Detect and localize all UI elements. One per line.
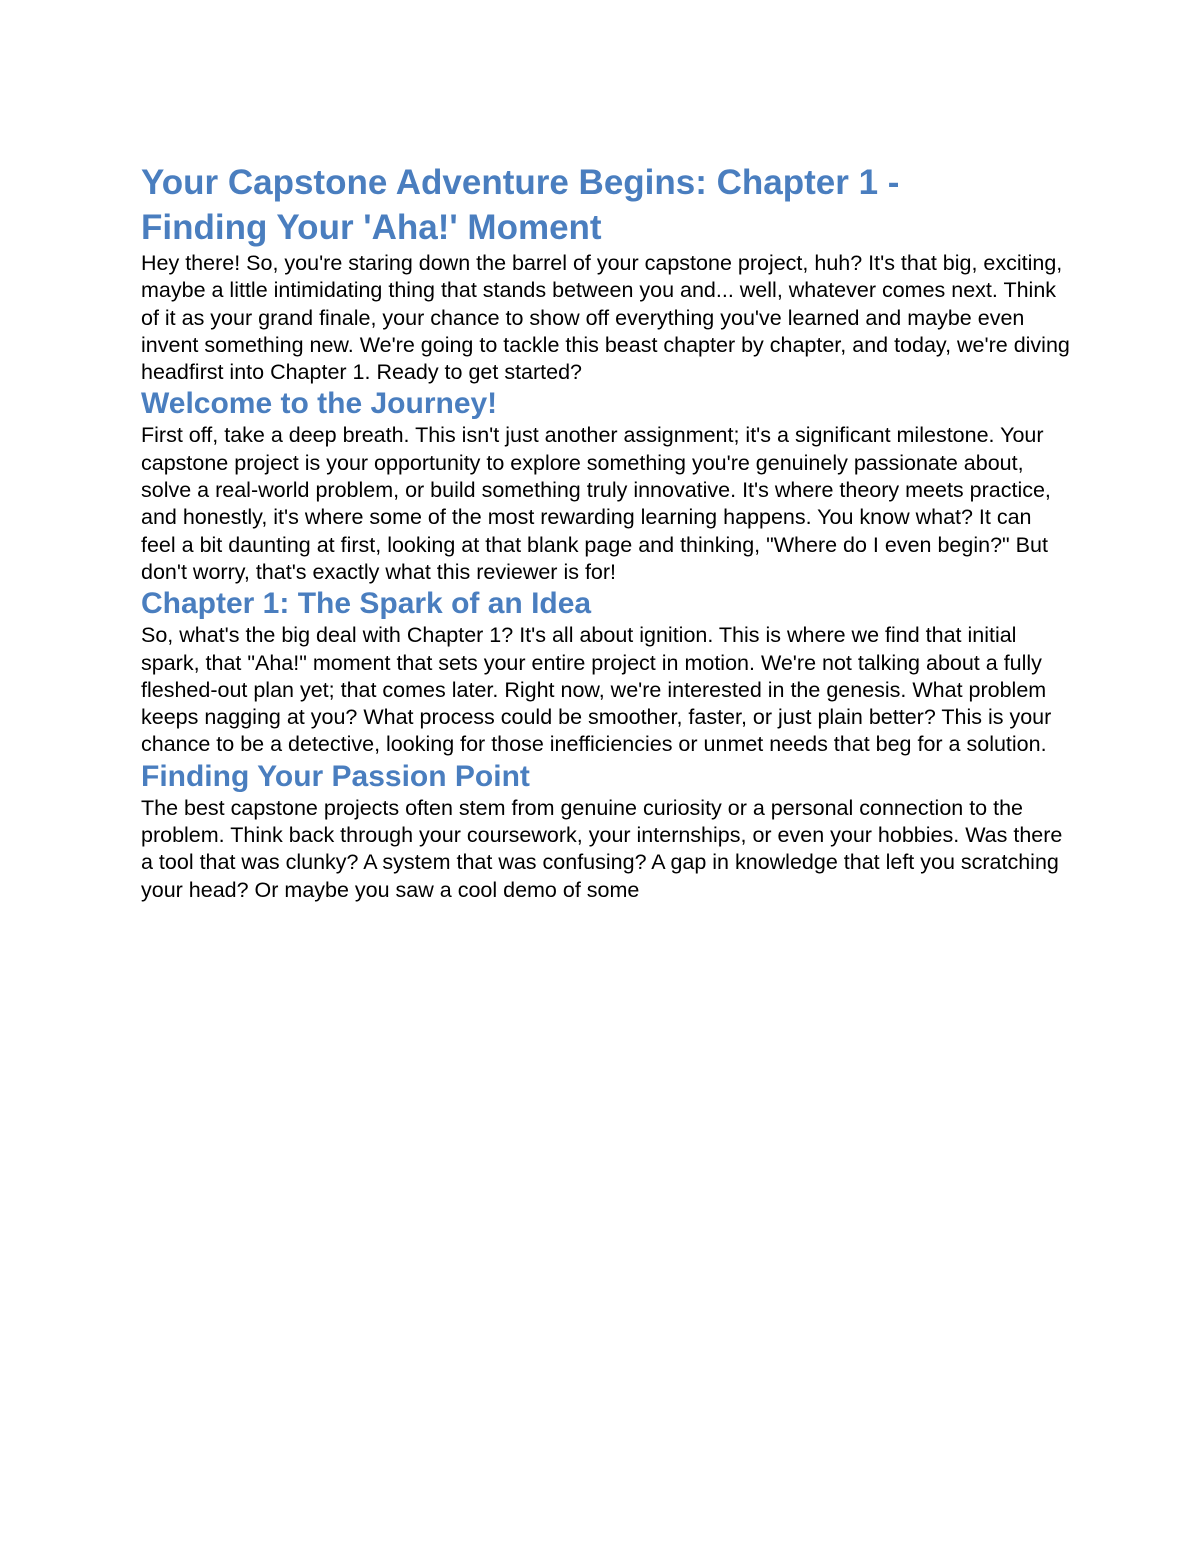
document-page (141, 160, 1071, 904)
intro-paragraph: Hey there! So, you're staring down the barrel of your capstone project, huh? It's that big, exciting, maybe a little intimidating thing that stands between you and... well, whatever comes next. Think of it as your grand finale, your chance to show off everything you've learned and maybe even invent something new. We're going to tackle this beast chapter by chapter, and today, we're diving headfirst into Chapter 1. Ready to get started? (141, 251, 1070, 385)
section-body-chapter-1: So, what's the big deal with Chapter 1? It's all about ignition. This is where we find that initial spark, that "Aha!" moment that sets your entire project in motion. We're not talking about a fully fleshed-out plan yet; that comes later. Right now, we're interested in the genesis. What problem keeps nagging at you? What process could be smoother, faster, or just plain better? This is your chance to be a detective, looking for those inefficiencies or unmet needs that beg for a solution. (141, 623, 1052, 757)
document-title-line-2: Finding Your 'Aha!' Moment (141, 208, 602, 247)
document-title-line-1: Your Capstone Adventure Begins: Chapter 1 - (141, 163, 900, 202)
section-heading-welcome: Welcome to the Journey! (141, 387, 498, 421)
document-title (141, 160, 1071, 250)
section-heading-passion-point: Finding Your Passion Point (141, 759, 530, 793)
section-body-welcome: First off, take a deep breath. This isn't just another assignment; it's a significant milestone. Your capstone project is your opportunity to explore something you're genuinely passionate about, solve a real-world problem, or build something truly innovative. It's where theory meets practice, and honestly, it's where some of the most rewarding learning happens. You know what? It can feel a bit daunting at first, looking at that blank page and thinking, "Where do I even begin?" But don't worry, that's exactly what this reviewer is for! (141, 423, 1051, 584)
section-body-passion-point: The best capstone projects often stem from genuine curiosity or a personal connection to the problem. Think back through your coursework, your internships, or even your hobbies. Was there a tool that was clunky? A system that was confusing? A gap in knowledge that left you scratching your head? Or maybe you saw a cool demo of some (141, 795, 1063, 902)
section-heading-chapter-1: Chapter 1: The Spark of an Idea (141, 587, 592, 621)
